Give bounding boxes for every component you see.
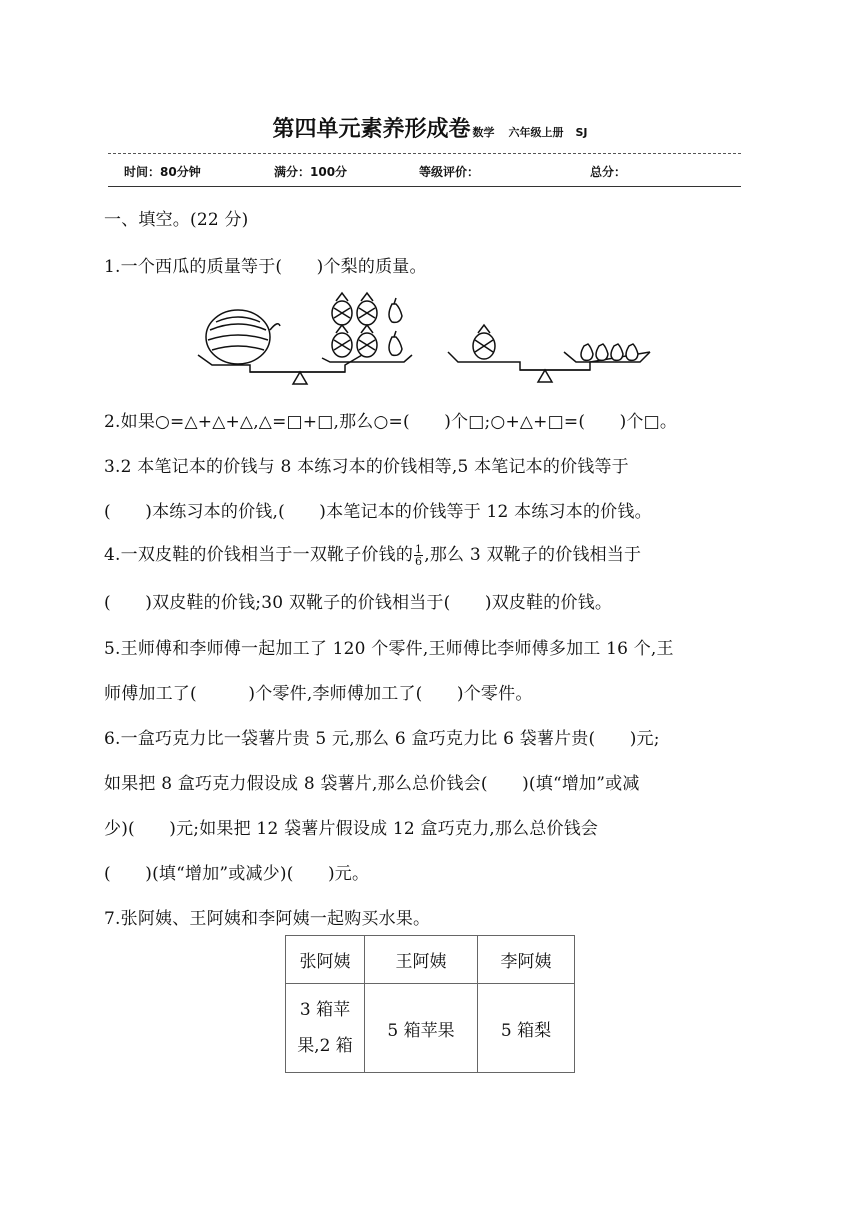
question-3-line-1: 3.2 本笔记本的价钱与 8 本练习本的价钱相等,5 本笔记本的价钱等于	[104, 457, 629, 477]
fruit-purchase-table	[285, 935, 575, 1073]
subject-label: 数学	[472, 126, 495, 139]
question-6-line-4: ( )(填“增加”或减少)( )元。	[104, 864, 370, 884]
total-score-label: 总分：	[590, 165, 627, 179]
question-4-line-2: ( )双皮鞋的价钱;30 双靴子的价钱相当于( )双皮鞋的价钱。	[104, 593, 613, 613]
pear-icon	[389, 331, 402, 355]
grade-eval-label: 等级评价：	[419, 165, 480, 179]
page-title: 第四单元素养形成卷	[272, 117, 471, 142]
pear-icon	[596, 344, 608, 360]
table-row	[286, 984, 575, 1073]
table-header-cell: 李阿姨	[478, 936, 575, 984]
pineapple-icon	[357, 325, 377, 357]
pear-icon	[389, 298, 402, 322]
table-header-cell: 张阿姨	[286, 936, 365, 984]
question-6-line-2: 如果把 8 盒巧克力假设成 8 袋薯片,那么总价钱会( )(填“增加”或减	[104, 774, 640, 794]
question-1: 1.一个西瓜的质量等于( )个梨的质量。	[104, 257, 427, 277]
table-cell-wang: 5 箱苹果	[365, 984, 478, 1073]
pear-icon	[611, 344, 623, 360]
pineapple-icon	[357, 293, 377, 325]
pear-icon	[581, 344, 593, 360]
question-5-line-2: 师傅加工了( )个零件,李师傅加工了( )个零件。	[104, 684, 533, 704]
question-4-line-1: 4.一双皮鞋的价钱相当于一双靴子价钱的 $\frac{1}{6}$ ,那么 3 双靴子的价钱相当于	[104, 543, 642, 568]
table-cell-li: 5 箱梨	[478, 984, 575, 1073]
pineapple-icon	[332, 325, 352, 357]
balance-scales-illustration	[0, 0, 860, 400]
full-score-label: 满分：100分	[274, 165, 348, 179]
pear-icon	[626, 344, 638, 360]
edition-label: SJ	[575, 126, 588, 139]
question-2: 2.如果○=△+△+△,△=□+□,那么○=( )个□;○+△+□=( )个□。	[104, 412, 678, 432]
question-6-line-3: 少)( )元;如果把 12 袋薯片假设成 12 盒巧克力,那么总价钱会	[104, 819, 599, 839]
question-7: 7.张阿姨、王阿姨和李阿姨一起购买水果。	[104, 909, 431, 929]
left-balance-scale-icon	[198, 293, 412, 384]
table-header-cell: 王阿姨	[365, 936, 478, 984]
question-3-line-2: ( )本练习本的价钱,( )本笔记本的价钱等于 12 本练习本的价钱。	[104, 502, 652, 522]
pineapple-icon	[473, 325, 495, 359]
table-header-row	[286, 936, 575, 984]
grade-label: 六年级上册	[508, 126, 564, 139]
section-heading: 一、填空。(22 分)	[104, 210, 249, 230]
question-5-line-1: 5.王师傅和李师傅一起加工了 120 个零件,王师傅比李师傅多加工 16 个,王	[104, 639, 674, 659]
question-6-line-1: 6.一盒巧克力比一袋薯片贵 5 元,那么 6 盒巧克力比 6 袋薯片贵( )元;	[104, 729, 660, 749]
time-label: 时间：80分钟	[124, 165, 201, 179]
right-balance-scale-icon	[448, 325, 650, 382]
table-cell-zhang: 3 箱苹 果,2 箱	[286, 984, 365, 1073]
watermelon-icon	[206, 310, 280, 364]
fraction-one-sixth: $\frac{1}{6}$	[415, 543, 423, 568]
pineapple-icon	[332, 293, 352, 325]
